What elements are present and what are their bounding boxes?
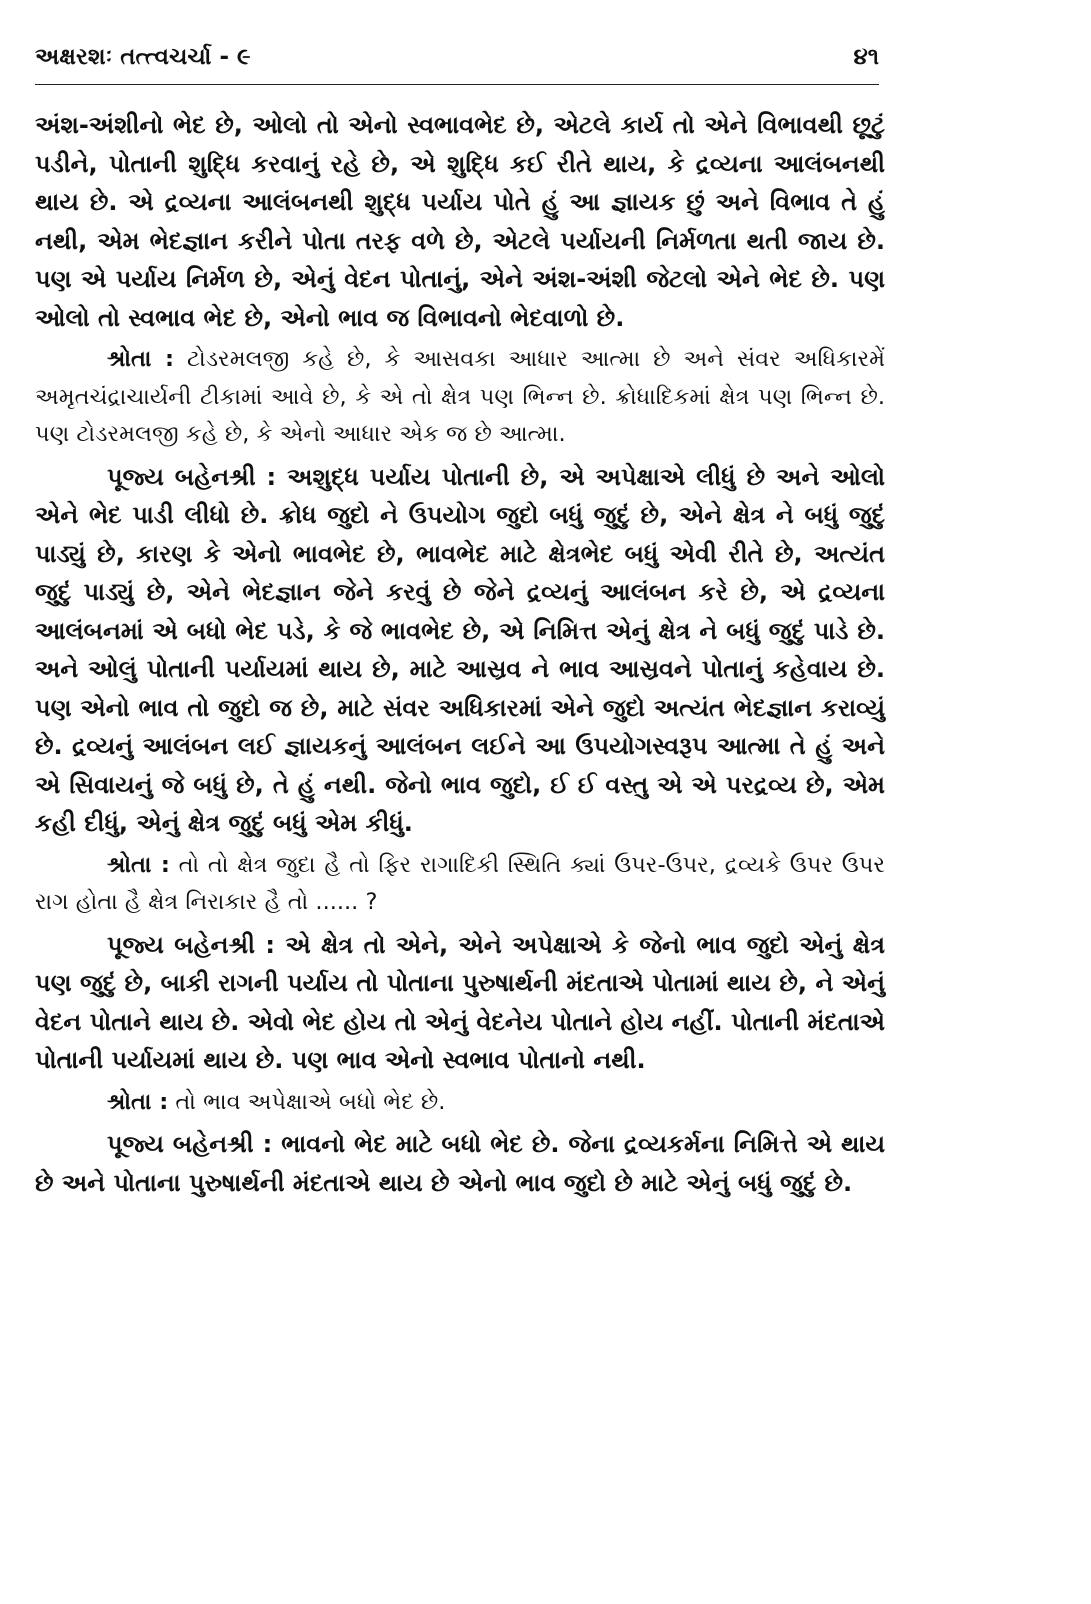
paragraph-text: અશુદ્ધ પર્યાય પોતાની છે, એ અપેક્ષાએ લીધું છે અને ઓલો એને ભેદ પાડી લીધો છે. ક્રોધ જુદો ને ઉપયોગ જુદો બધું જુદું છે, એને ક્ષેત્ર ને બધું જુદું પાડ્યું છે, કારણ કે એનો ભાવભેદ છે, ભાવભેદ માટે ક્ષેત્રભેદ બધું એવી રીતે છે, અત્યંત જુદું પાડ્યું છે, એને ભેદજ્ઞાન જેને કરવું છે જેને દ્રવ્યનું આલંબન કરે છે, એ દ્રવ્યના આલંબનમાં એ બધો ભેદ પડે, કે જે ભાવભેદ છે, એ નિમિત્ત એનું ક્ષેત્ર ને બધું જુદું પાડે છે. અને ઓલું પોતાની પર્યાયમાં થાય છે, માટે આસ્રવ ને ભાવ આસ્રવને પોતાનું કહેવાય છે. પણ એનો ભાવ તો જુદો જ છે, માટે સંવર અધિકારમાં એને જુદો અત્યંત ભેદજ્ઞાન કરાવ્યું છે. દ્રવ્યનું આલંબન લઈ જ્ઞાયકનું આલંબન લઈને આ ઉપયોગસ્વરૂપ આત્મા તે હું અને એ સિવાયનું જે બધું છે, તે હું નથી. જેનો ભાવ જુદો, ઈ ઈ વસ્તુ એ એ પરદ્રવ્ય છે, એમ કહી દીધું, એનું ક્ષેત્ર જુદું બધું એમ કીધું. [35, 462, 885, 837]
paragraph-bahenshri [35, 458, 885, 843]
paragraph-text: અંશ-અંશીનો ભેદ છે, ઓલો તો એનો સ્વભાવભેદ છે, એટલે કાર્ય તો એને વિભાવથી છૂટું પડીને, પોતાની શુદ્ધિ કરવાનું રહે છે, એ શુદ્ધિ કઈ રીતે થાય, કે દ્રવ્યના આલંબનથી થાય છે. એ દ્રવ્યના આલંબનથી શુદ્ધ પર્યાય પોતે હું આ જ્ઞાયક છું અને વિભાવ તે હું નથી, એમ ભેદજ્ઞાન કરીને પોતા તરફ વળે છે, એટલે પર્યાયની નિર્મળતા થતી જાય છે. પણ એ પર્યાય નિર્મળ છે, એનું વેદન પોતાનું, એને અંશ-અંશી જેટલો એને ભેદ છે. પણ ઓલો તો સ્વભાવ ભેદ છે, એનો ભાવ જ વિભાવનો ભેદવાળો છે. [35, 111, 885, 332]
paragraph-text: તો તો ક્ષેત્ર જુદા હૈ તો ફિર રાગાદિકી સ્થિતિ ક્યાં ઉપર-ઉપર, દ્રવ્યકે ઉપર ઉપર રાગ હોતા હૈ ક્ષેત્ર નિરાકાર હૈ તો ...... ? [35, 851, 885, 915]
paragraph-listener [35, 341, 885, 454]
header-divider [35, 84, 879, 85]
page-number: ૪૧ [853, 44, 879, 70]
paragraph-text: ટોડરમલજી કહે છે, કે આસવકા આધાર આત્મા છે અને સંવર અધિકારમેં અમૃતચંદ્રાચાર્યની ટીકામાં આવે છે, કે એ તો ક્ષેત્ર પણ ભિન્ન છે. ક્રોધાદિકમાં ક્ષેત્ર પણ ભિન્ન છે. પણ ટોડરમલજી કહે છે, કે એનો આધાર એક જ છે આત્મા. [35, 346, 885, 447]
speaker-label: શ્રોતા : [107, 1088, 169, 1115]
speaker-label: પૂજ્ય બહેનશ્રી : [107, 1130, 273, 1158]
speaker-label: શ્રોતા : [107, 851, 170, 878]
running-header [35, 38, 879, 76]
speaker-label: શ્રોતા : [107, 346, 175, 372]
paragraph-listener [35, 847, 885, 922]
book-title: અક્ષરશઃ તત્ત્વચર્ચા - ૯ [35, 44, 251, 70]
paragraph-text: તો ભાવ અપેક્ષાએ બધો ભેદ છે. [175, 1088, 446, 1115]
speaker-label: પૂજ્ય બહેનશ્રી : [107, 462, 277, 491]
paragraph-listener [35, 1084, 885, 1122]
paragraph-continued [35, 106, 885, 337]
paragraph-bahenshri [35, 926, 885, 1080]
paragraph-bahenshri [35, 1125, 885, 1202]
paragraph-text: એ ક્ષેત્ર તો એને, એને અપેક્ષાએ કે જેનો ભાવ જુદો એનું ક્ષેત્ર પણ જુદું છે, બાકી રાગની પર્યાય તો પોતાના પુરુષાર્થની મંદતાએ પોતામાં થાય છે, ને એનું વેદન પોતાને થાય છે. એવો ભેદ હોય તો એનું વેદનેય પોતાને હોય નહીં. પોતાની મંદતાએ પોતાની પર્યાયમાં થાય છે. પણ ભાવ એનો સ્વભાવ પોતાનો નથી. [35, 930, 885, 1074]
speaker-label: પૂજ્ય બહેનશ્રી : [107, 930, 275, 959]
page-body [35, 106, 885, 1202]
paragraph-text: ભાવનો ભેદ માટે બધો ભેદ છે. જેના દ્રવ્યકર્મના નિમિત્તે એ થાય છે અને પોતાના પુરુષાર્થની મંદતાએ થાય છે એનો ભાવ જુદો છે માટે એનું બધું જુદું છે. [35, 1130, 885, 1197]
